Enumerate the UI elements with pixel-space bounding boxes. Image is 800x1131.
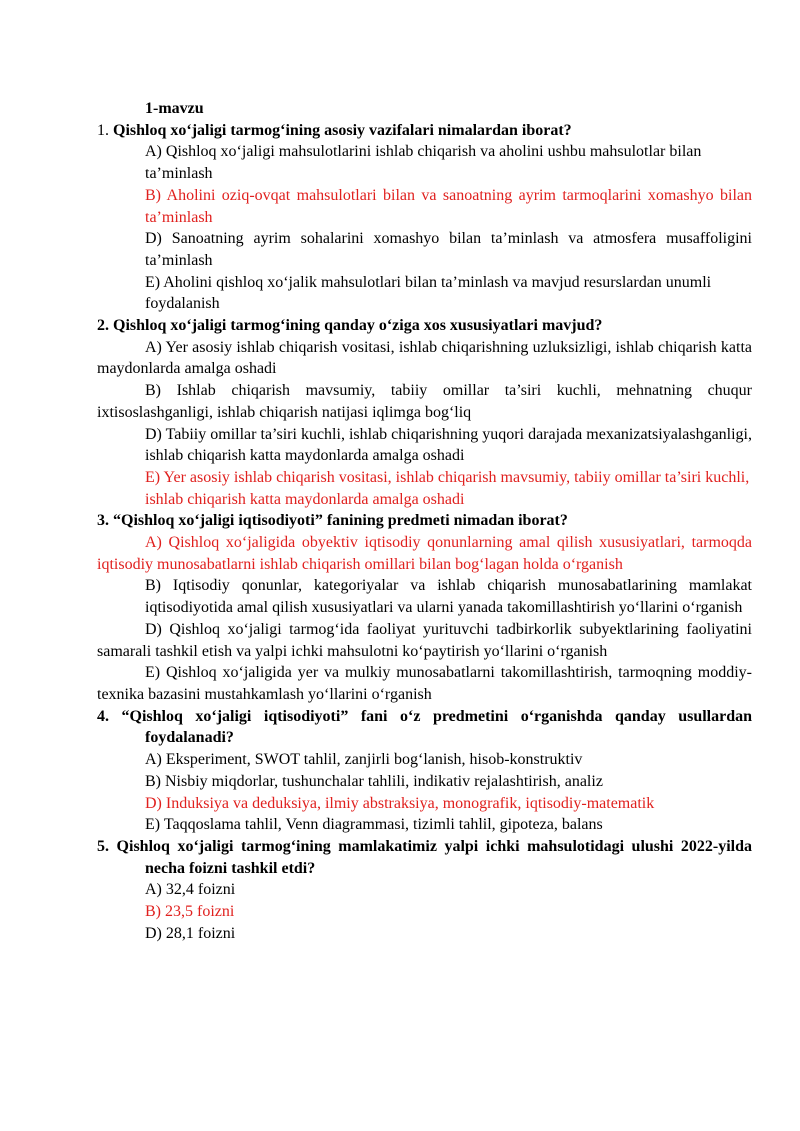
- q3-option-b: B) Iqtisodiy qonunlar, kategoriyalar va ishlab chiqarish munosabatlarining mamlakat iqtisodiyotida amal qilish xususiyatlari va ularni yanada takomillashtirish yo‘llarini o‘rganish: [145, 577, 752, 617]
- question-3-number: 3.: [97, 512, 109, 530]
- question-4-number: 4.: [97, 707, 109, 725]
- question-5: [97, 836, 752, 879]
- q5-option-b-correct: B) 23,5 foizni: [145, 903, 235, 921]
- q2-option-b: B) Ishlab chiqarish mavsumiy, tabiiy omillar ta’siri kuchli, mehnatning chuqur ixtisoslashganligi, ishlab chiqarish natijasi iqlimga bog‘liq: [97, 382, 752, 421]
- q1-option-d: D) Sanoatning ayrim sohalarini xomashyo bilan ta’minlash va atmosfera musaffoligini ta’minlash: [145, 230, 752, 269]
- q3-option-e: E) Qishloq xo‘jaligida yer va mulkiy munosabatlarni takomillashtirish, tarmoqning moddiy-texnika bazasini mustahkamlash yo‘llarini o‘rganish: [97, 664, 752, 703]
- q3-option-a-correct: A) Qishloq xo‘jaligida obyektiv iqtisodiy qonunlarning amal qilish xususiyatlari, tarmoqda iqtisodiy munosabatlarni ishlab chiqarish omillari bilan bog‘lagan holda o‘rganish: [97, 534, 752, 573]
- question-2: [97, 315, 752, 337]
- question-1-text: Qishloq xo‘jaligi tarmog‘ining asosiy vazifalari nimalardan iborat?: [113, 121, 572, 139]
- question-4: [97, 706, 752, 749]
- q5-option-d: D) 28,1 foizni: [145, 924, 236, 942]
- document-content: [97, 98, 752, 944]
- q2-option-e-correct: E) Yer asosiy ishlab chiqarish vositasi, ishlab chiqarish mavsumiy, tabiiy omillar ta’siri kuchli, ishlab chiqarish katta maydonlarda amalga oshadi: [145, 468, 750, 508]
- q5-option-a: A) 32,4 foizni: [145, 881, 236, 899]
- q4-option-a: A) Eksperiment, SWOT tahlil, zanjirli bog‘lanish, hisob-konstruktiv: [145, 751, 583, 769]
- question-1-number: 1.: [97, 121, 109, 139]
- q3-option-d: D) Qishloq xo‘jaligi tarmog‘ida faoliyat yurituvchi tadbirkorlik subyektlarining faoliyatini samarali tashkil etish va yalpi ichki mahsulotni ko‘paytirish yo‘llarini o‘rganish: [97, 620, 752, 660]
- q1-option-a: A) Qishloq xo‘jaligi mahsulotlarini ishlab chiqarish va aholini ushbu mahsulotlar bilan ta’minlash: [145, 143, 702, 183]
- question-5-text: Qishloq xo‘jaligi tarmog‘ining mamlakatimiz yalpi ichki mahsulotidagi ulushi 2022-yilda necha foizni tashkil etdi?: [116, 837, 753, 877]
- q4-option-d-correct: D) Induksiya va deduksiya, ilmiy abstraksiya, monografik, iqtisodiy-matematik: [145, 794, 655, 812]
- q4-option-e: E) Taqqoslama tahlil, Venn diagrammasi, tizimli tahlil, gipoteza, balans: [145, 816, 603, 834]
- q1-option-b-correct: B) Aholini oziq-ovqat mahsulotlari bilan va sanoatning ayrim tarmoqlarini xomashyo bilan ta’minlash: [145, 186, 752, 226]
- question-5-number: 5.: [97, 837, 109, 855]
- question-1: [97, 120, 752, 142]
- question-3-text: “Qishloq xo‘jaligi iqtisodiyoti” fanining predmeti nimadan iborat?: [113, 512, 568, 530]
- topic-title: 1-mavzu: [145, 100, 204, 117]
- q2-option-a: A) Yer asosiy ishlab chiqarish vositasi, ishlab chiqarishning uzluksizligi, ishlab chiqarish katta maydonlarda amalga oshadi: [97, 338, 752, 378]
- q2-option-d: D) Tabiiy omillar ta’siri kuchli, ishlab chiqarishning yuqori darajada mexanizatsiyalashganligi, ishlab chiqarish katta maydonlarda amalga oshadi: [145, 425, 752, 465]
- question-2-number: 2.: [97, 317, 109, 335]
- q1-option-e: E) Aholini qishloq xo‘jalik mahsulotlari bilan ta’minlash va mavjud resurslardan unumli foydalanish: [145, 273, 712, 313]
- question-3: [97, 510, 752, 532]
- question-2-text: Qishloq xo‘jaligi tarmog‘ining qanday o‘ziga xos xususiyatlari mavjud?: [113, 317, 603, 335]
- question-4-text: “Qishloq xo‘jaligi iqtisodiyoti” fani o‘z predmetini o‘rganishda qanday usullardan foydalanadi?: [121, 707, 753, 747]
- q4-option-b: B) Nisbiy miqdorlar, tushunchalar tahlili, indikativ rejalashtirish, analiz: [145, 772, 603, 790]
